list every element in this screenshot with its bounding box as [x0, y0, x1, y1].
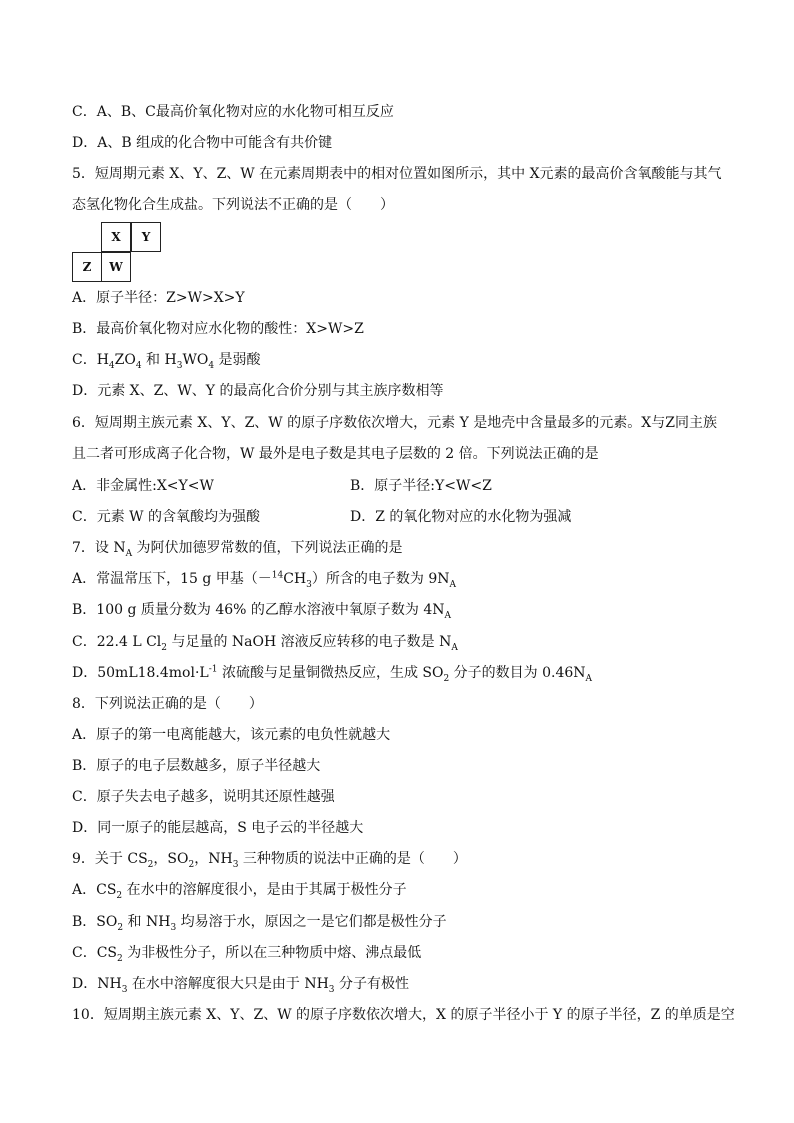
q4-option-c: C．A、B、C最高价氧化物对应的水化物可相互反应 [72, 104, 394, 120]
cell-y: Y [131, 222, 161, 252]
q4-option-d: D．A、B 组成的化合物中可能含有共价键 [72, 135, 333, 151]
cell-z: Z [72, 252, 102, 282]
q6-option-a: A．非金属性:X<Y<W [72, 478, 214, 494]
q6-stem-line2: 且二者可形成离子化合物，W 最外是电子数是其电子层数的 2 倍。下列说法正确的是 [72, 446, 599, 462]
periodic-table-fragment [72, 222, 162, 282]
q8-option-b: B．原子的电子层数越多，原子半径越大 [72, 758, 321, 774]
q7-stem: 7．设 $N_A$ 为阿伏加德罗常数的值，下列说法正确的是 [72, 540, 403, 559]
q5-option-d: D．元素 X、Z、W、Y 的最高化合价分别与其主族序数相等 [72, 383, 444, 399]
q8-stem: 8．下列说法正确的是（ ） [72, 696, 263, 712]
q8-option-a: A．原子的第一电离能越大，该元素的电负性就越大 [72, 727, 391, 743]
q9-option-d: D．$NH_3$ 在水中溶解度很大只是由于 $NH_3$ 分子有极性 [72, 976, 409, 995]
q7-option-a: A．常温常压下，15 g 甲基$(-^{14}CH_3)$所含的电子数为 $9N_A$ [72, 570, 457, 590]
q10-stem: 10．短周期主族元素 X、Y、Z、W 的原子序数依次增大，X 的原子半径小于 Y 的原子半径，Z 的单质是空 [72, 1007, 735, 1023]
q5-stem-line2: 态氢化物化合生成盐。下列说法不正确的是（ ） [72, 197, 394, 213]
q8-option-d: D．同一原子的能层越高，S 电子云的半径越大 [72, 820, 364, 836]
q7-option-c: C．22.4 L $Cl_2$ 与足量的 NaOH 溶液反应转移的电子数是 $N_A$ [72, 634, 458, 653]
q6-stem-line1: 6．短周期主族元素 X、Y、Z、W 的原子序数依次增大，元素 Y 是地壳中含量最多的元素。X与Z同主族 [72, 415, 717, 431]
q7-option-b: B．100 g 质量分数为 46% 的乙醇水溶液中氧原子数为 $4N_A$ [72, 602, 451, 621]
q9-option-c: C．$CS_2$ 为非极性分子，所以在三种物质中熔、沸点最低 [72, 945, 422, 964]
q7-option-d: D．$50mL18.4mol\cdot L^{-1}$ 浓硫酸与足量铜微热反应，生成 $SO_2$ 分子的数目为 $0.46N_A$ [72, 664, 593, 684]
q5-stem-line1: 5．短周期元素 X、Y、Z、W 在元素周期表中的相对位置如图所示，其中 X元素的最高价含氧酸能与其气 [72, 166, 722, 182]
q6-option-d: D．Z 的氧化物对应的水化物为强减 [350, 509, 572, 525]
q5-option-b: B．最高价氧化物对应水化物的酸性：X>W>Z [72, 321, 364, 337]
cell-w: W [101, 252, 131, 282]
q5-option-c: C．$H_4ZO_4$ 和 $H_3WO_4$ 是弱酸 [72, 352, 261, 371]
q9-stem: 9．关于 $CS_2$，$SO_2$，$NH_3$ 三种物质的说法中正确的是（ ） [72, 851, 467, 870]
cell-x: X [101, 222, 131, 252]
q9-option-a: A．$CS_2$ 在水中的溶解度很小，是由于其属于极性分子 [72, 882, 407, 901]
q6-option-c: C．元素 W 的含氧酸均为强酸 [72, 509, 261, 525]
q6-option-b: B．原子半径:Y<W<Z [350, 478, 492, 494]
q5-option-a: A．原子半径：Z>W>X>Y [72, 290, 245, 306]
q8-option-c: C．原子失去电子越多，说明其还原性越强 [72, 789, 335, 805]
q9-option-b: B．$SO_2$ 和 $NH_3$ 均易溶于水，原因之一是它们都是极性分子 [72, 914, 447, 933]
